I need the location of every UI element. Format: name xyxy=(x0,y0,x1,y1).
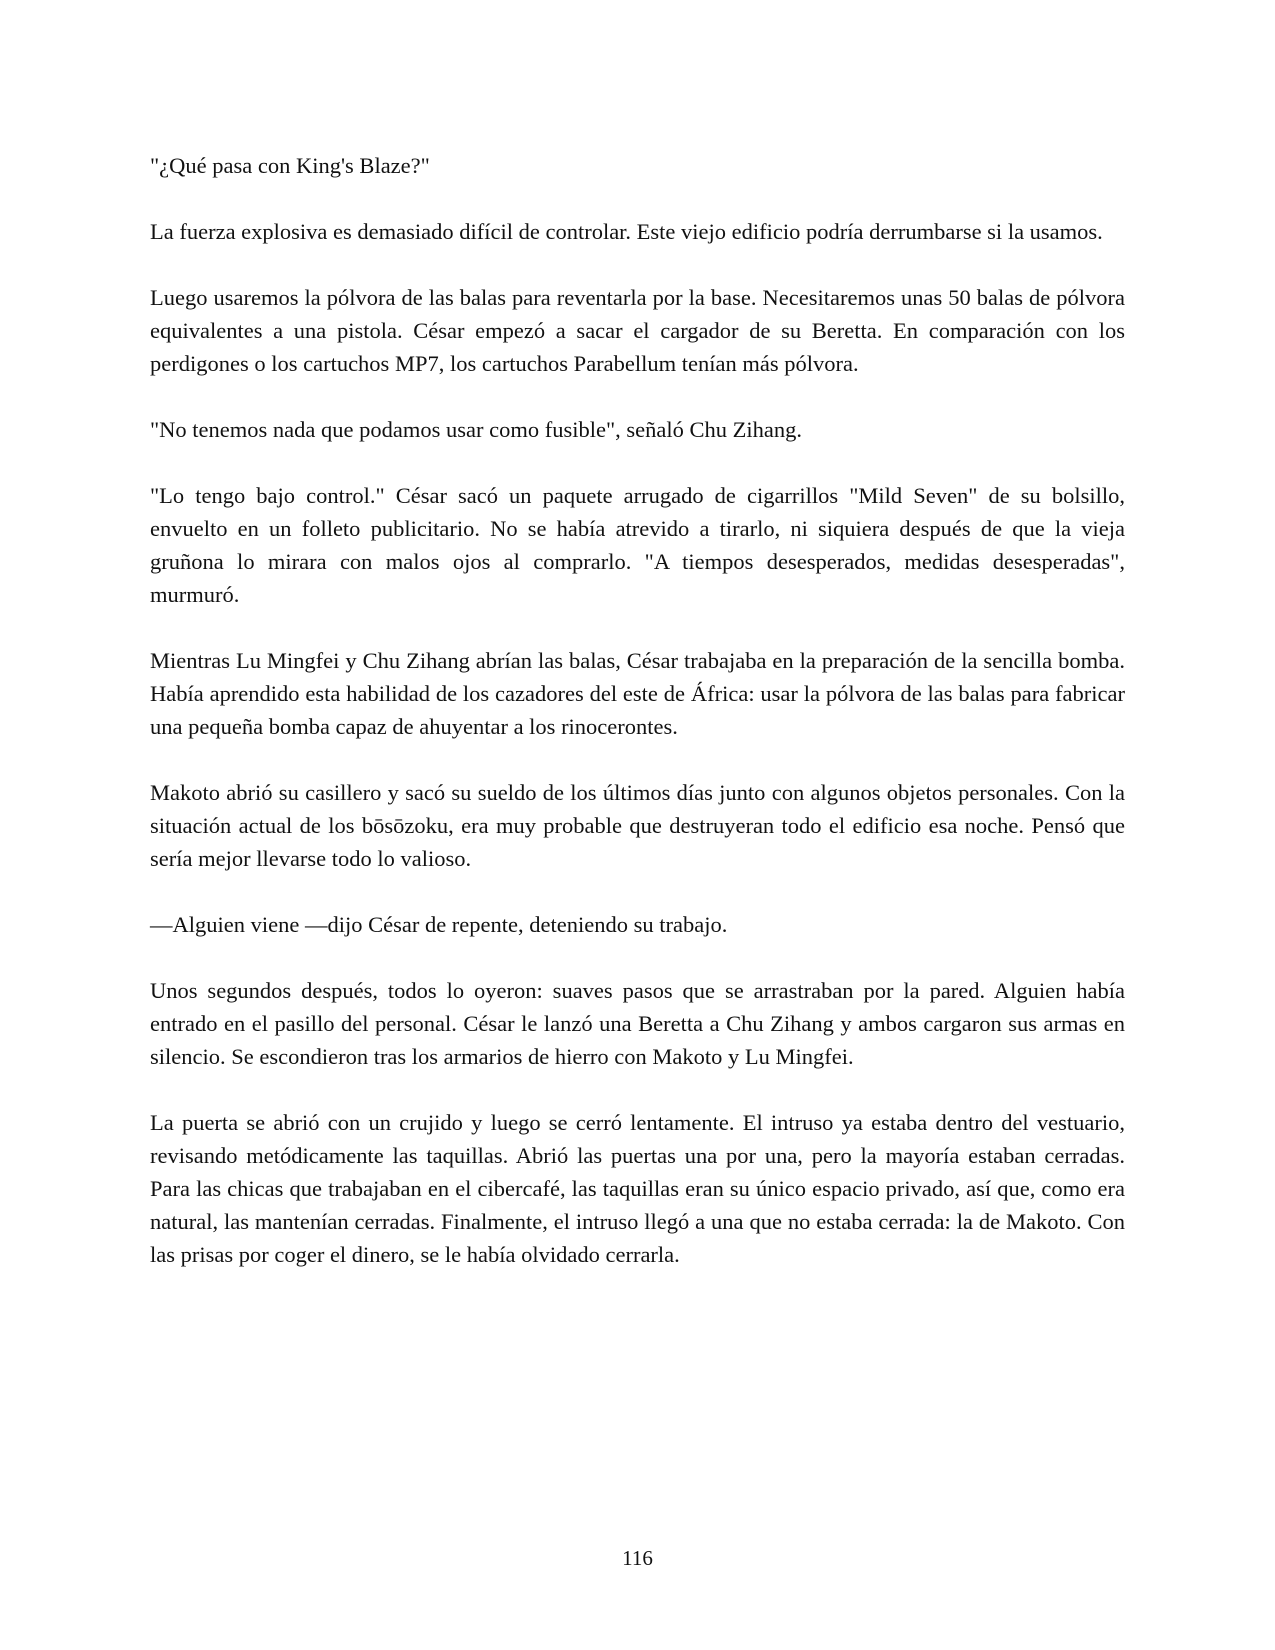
paragraph-1: "¿Qué pasa con King's Blaze?" xyxy=(150,153,430,178)
paragraph-4: "No tenemos nada que podamos usar como fusible", señaló Chu Zihang. xyxy=(150,417,802,442)
paragraph-7: Makoto abrió su casillero y sacó su sueldo de los últimos días junto con algunos objetos personales. Con la situación actual de los bōsōzoku, era muy probable que destruyeran todo el edificio esa noche. Pensó que sería mejor llevarse todo lo valioso. xyxy=(150,780,1125,871)
paragraph-10: La puerta se abrió con un crujido y luego se cerró lentamente. El intruso ya estaba dentro del vestuario, revisando metódicamente las taquillas. Abrió las puertas una por una, pero la mayoría estaban cerradas. Para las chicas que trabajaban en el cibercafé, las taquillas eran su único espacio privado, así que, como era natural, las mantenían cerradas. Finalmente, el intruso llegó a una que no estaba cerrada: la de Makoto. Con las prisas por coger el dinero, se le había olvidado cerrarla. xyxy=(150,1110,1125,1267)
paragraph-3: Luego usaremos la pólvora de las balas para reventarla por la base. Necesitaremos unas 50 balas de pólvora equivalentes a una pistola. César empezó a sacar el cargador de su Beretta. En comparación con los perdigones o los cartuchos MP7, los cartuchos Parabellum tenían más pólvora. xyxy=(150,285,1125,376)
page-number: 116 xyxy=(622,1546,653,1570)
paragraph-2: La fuerza explosiva es demasiado difícil de controlar. Este viejo edificio podría derrumbarse si la usamos. xyxy=(150,219,1103,244)
paragraph-9: Unos segundos después, todos lo oyeron: suaves pasos que se arrastraban por la pared. Alguien había entrado en el pasillo del personal. César le lanzó una Beretta a Chu Zihang y ambos cargaron sus armas en silencio. Se escondieron tras los armarios de hierro con Makoto y Lu Mingfei. xyxy=(150,978,1125,1069)
body-text xyxy=(150,149,1125,1304)
paragraph-6: Mientras Lu Mingfei y Chu Zihang abrían las balas, César trabajaba en la preparación de la sencilla bomba. Había aprendido esta habilidad de los cazadores del este de África: usar la pólvora de las balas para fabricar una pequeña bomba capaz de ahuyentar a los rinocerontes. xyxy=(150,648,1125,739)
paragraph-5: "Lo tengo bajo control." César sacó un paquete arrugado de cigarrillos "Mild Seven" de su bolsillo, envuelto en un folleto publicitario. No se había atrevido a tirarlo, ni siquiera después de que la vieja gruñona lo mirara con malos ojos al comprarlo. "A tiempos desesperados, medidas desesperadas", murmuró. xyxy=(150,483,1125,607)
paragraph-8: —Alguien viene —dijo César de repente, deteniendo su trabajo. xyxy=(150,912,728,937)
